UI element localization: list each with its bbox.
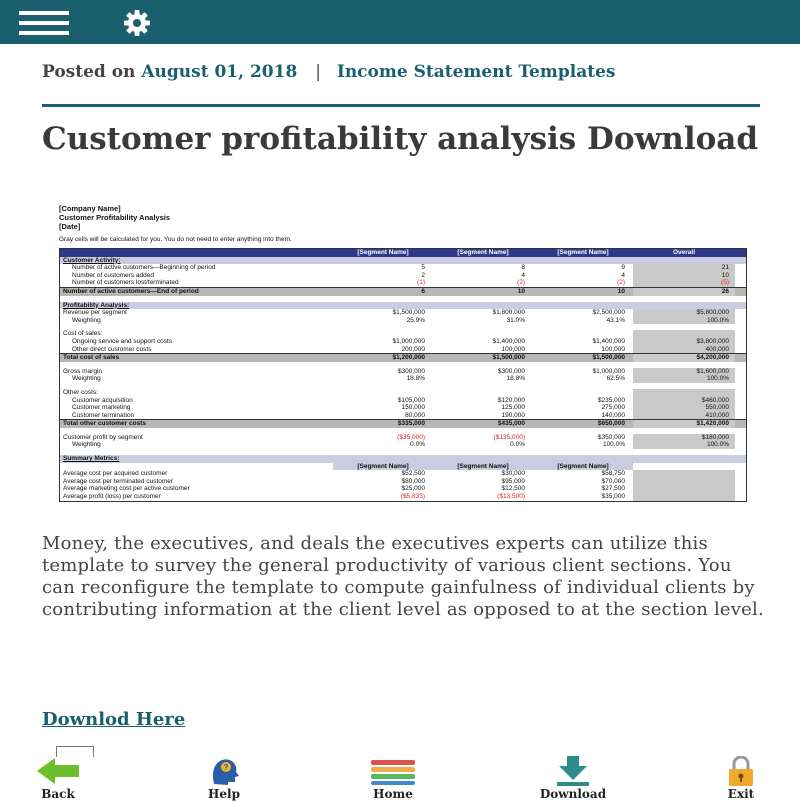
table-row	[60, 264, 746, 272]
table-cell	[333, 389, 433, 397]
table-cell	[433, 330, 533, 338]
table-cell	[333, 257, 433, 265]
table-row	[60, 397, 746, 405]
table-row	[60, 455, 746, 463]
table-cell: 6	[421, 287, 425, 295]
column-header: Overall	[633, 249, 735, 257]
table-cell	[333, 302, 433, 310]
table-cell	[533, 455, 633, 463]
table-row	[60, 493, 746, 501]
row-label: Weighting	[72, 375, 101, 383]
nav-help[interactable]	[179, 756, 269, 801]
row-label: Revenue per segment	[63, 309, 127, 317]
table-cell: 25.9%	[406, 316, 425, 324]
table-cell: $35,000	[601, 493, 625, 501]
table-cell: $1,000,000	[592, 367, 625, 375]
posted-on-label: Posted on	[42, 62, 136, 82]
row-label: Average marketing cost per active customer	[63, 485, 190, 493]
table-cell	[633, 485, 735, 493]
table-cell	[433, 302, 533, 310]
table-row	[60, 287, 746, 296]
table-cell: 80,000	[405, 411, 425, 419]
table-cell: $2,500,000	[592, 309, 625, 317]
table-cell: 5	[421, 264, 425, 272]
table-cell: $235,000	[597, 396, 625, 404]
row-label: Profitability Analysis:	[63, 301, 130, 309]
divider	[42, 104, 760, 107]
table-cell	[633, 470, 735, 478]
table-row	[60, 309, 746, 317]
table-cell: (2)	[517, 279, 525, 287]
table-row	[60, 419, 746, 428]
table-header-row	[60, 249, 746, 257]
table-cell: 200,000	[401, 345, 425, 353]
row-label: Other direct customer costs	[72, 345, 152, 353]
row-label: Cost of sales:	[63, 330, 103, 338]
row-label: Customer termination	[72, 411, 135, 419]
table-cell	[533, 330, 633, 338]
table-cell: 0.0%	[410, 441, 425, 449]
table-cell: $27,500	[601, 485, 625, 493]
table-cell: 550,000	[633, 404, 735, 412]
table-cell: 400,000	[633, 346, 735, 354]
table-row	[60, 353, 746, 362]
help-head-icon	[206, 756, 242, 786]
table-row	[60, 346, 746, 354]
row-label: Other costs:	[63, 388, 99, 396]
table-cell	[533, 302, 633, 310]
table-cell	[333, 455, 433, 463]
table-row	[60, 404, 746, 412]
download-arrow-icon	[553, 756, 593, 786]
gear-icon[interactable]	[122, 8, 152, 38]
table-cell: 9	[621, 264, 625, 272]
table-cell: $300,000	[497, 367, 525, 375]
table-cell: $460,000	[633, 397, 735, 405]
table-cell: 150,000	[401, 404, 425, 412]
table-row	[60, 463, 746, 471]
top-app-bar	[0, 0, 800, 44]
bottom-nav	[0, 756, 800, 800]
table-row	[60, 279, 746, 287]
column-header: [Segment Name]	[433, 249, 533, 257]
table-cell: (2)	[617, 279, 625, 287]
table-cell: 275,000	[601, 404, 625, 412]
table-cell: $1,600,000	[633, 368, 735, 376]
table-row	[60, 272, 746, 280]
sheet-company: [Company Name]	[59, 204, 121, 213]
nav-home[interactable]	[348, 756, 438, 801]
table-cell: 43.1%	[606, 316, 625, 324]
svg-text:?: ?	[223, 763, 229, 772]
table-cell: 10	[517, 287, 525, 295]
table-cell: 100.0%	[602, 441, 625, 449]
table-row	[60, 317, 746, 325]
table-cell: 100,000	[601, 345, 625, 353]
table-cell: $105,000	[397, 396, 425, 404]
row-label: Average cost per acquired customer	[63, 470, 168, 478]
table-cell: $1,400,000	[492, 337, 525, 345]
table-cell: $1,200,000	[392, 354, 425, 362]
nav-download-label: Download	[539, 787, 607, 801]
table-cell	[533, 257, 633, 265]
table-cell: $58,750	[601, 470, 625, 478]
table-row	[60, 257, 746, 265]
row-label: Average profit (loss) per customer	[63, 493, 161, 501]
table-cell: $435,000	[497, 420, 525, 428]
table-cell: 21	[633, 264, 735, 272]
table-cell: ($135,000)	[493, 433, 525, 441]
row-label: Customer acquisition	[72, 396, 133, 404]
table-row	[60, 302, 746, 310]
post-date-link[interactable]: August 01, 2018	[141, 62, 298, 82]
table-cell: 100.0%	[633, 317, 735, 325]
sheet-name: Customer Profitability Analysis	[59, 213, 170, 222]
table-cell: 4	[521, 271, 525, 279]
table-row	[60, 412, 746, 420]
table-row	[60, 389, 746, 397]
table-cell: 140,000	[601, 411, 625, 419]
table-row	[60, 375, 746, 383]
article-body: Money, the executives, and deals the executives experts can utilize this template to survey the general productivity of various client sections. You can reconfigure the template to compute gainfulness of individual clients by contributing information at the client level as opposed to at the section level.	[42, 533, 764, 620]
home-books-icon	[368, 756, 418, 786]
table-cell	[433, 455, 533, 463]
table-cell: 100,000	[501, 345, 525, 353]
table-cell	[633, 463, 735, 471]
table-cell: $4,200,000	[633, 354, 735, 362]
table-cell	[533, 389, 633, 397]
table-cell: $350,000	[597, 433, 625, 441]
row-label: Average cost per terminated customer	[63, 477, 174, 485]
table-cell	[633, 455, 735, 463]
table-cell	[633, 478, 735, 486]
table-cell: $650,000	[597, 420, 625, 428]
nav-help-label: Help	[208, 787, 240, 801]
meta-separator: |	[315, 62, 321, 82]
nav-home-label: Home	[373, 787, 413, 801]
table-row	[60, 368, 746, 376]
table-cell: 410,000	[633, 412, 735, 420]
table-cell: $1,500,000	[492, 354, 525, 362]
table-cell: [Segment Name]	[533, 463, 633, 471]
post-meta	[42, 62, 615, 82]
table-row	[60, 441, 746, 449]
row-label: Customer marketing	[72, 404, 131, 412]
sheet-note: Gray cells will be calculated for you. You do not need to enter anything into them.	[59, 236, 292, 243]
table-cell: 31.0%	[506, 316, 525, 324]
page-title: Customer profitability analysis Download	[42, 121, 759, 157]
row-label: Number of customers lost/terminated	[72, 279, 179, 287]
table-cell	[633, 330, 735, 338]
table-cell: [Segment Name]	[333, 463, 433, 471]
nav-download[interactable]	[528, 756, 618, 801]
spreadsheet-preview	[55, 198, 745, 501]
table-cell: $1,500,000	[592, 354, 625, 362]
table-cell: $80,000	[401, 477, 425, 485]
table-cell: 62.5%	[606, 375, 625, 383]
row-label: Number of active customers—End of period	[63, 287, 199, 295]
table-cell: [Segment Name]	[433, 463, 533, 471]
table-cell: ($35,000)	[397, 433, 425, 441]
table-cell: (5)	[633, 279, 735, 287]
table-cell: $30,000	[501, 470, 525, 478]
table-cell: $70,000	[601, 477, 625, 485]
table-cell: ($13,500)	[497, 493, 525, 501]
table-cell: $1,420,000	[633, 420, 735, 428]
table-cell: 190,000	[501, 411, 525, 419]
back-arrow-icon	[35, 756, 81, 786]
table-cell	[333, 330, 433, 338]
table-cell: $52,500	[401, 470, 425, 478]
header-blank	[60, 249, 333, 257]
row-label: Customer Activity:	[63, 256, 121, 264]
table-cell: 18.8%	[506, 375, 525, 383]
nav-exit[interactable]	[696, 756, 786, 801]
row-label: Total other customer costs	[63, 420, 146, 428]
row-label: Ongoing service and support costs	[72, 337, 173, 345]
sheet-table	[59, 248, 747, 502]
table-cell: $120,000	[497, 396, 525, 404]
table-row	[60, 338, 746, 346]
row-label: Customer profit by segment	[63, 433, 143, 441]
category-link[interactable]: Income Statement Templates	[336, 62, 616, 82]
table-cell: 8	[521, 264, 525, 272]
table-cell	[433, 257, 533, 265]
table-cell: $335,000	[397, 420, 425, 428]
table-cell: ($5,833)	[400, 493, 425, 501]
table-row	[60, 470, 746, 478]
table-cell: 100.0%	[633, 441, 735, 449]
table-cell: 0.0%	[510, 441, 525, 449]
sheet-date: [Date]	[59, 222, 81, 231]
table-row	[60, 478, 746, 486]
table-cell: $1,500,000	[392, 309, 425, 317]
row-label: Total cost of sales	[63, 354, 120, 362]
table-cell: 10	[617, 287, 625, 295]
lock-icon	[725, 756, 757, 786]
row-label: Weighting	[72, 316, 101, 324]
download-link[interactable]: Downlod Here	[42, 709, 186, 730]
table-cell: 100.0%	[633, 375, 735, 383]
table-cell: 2	[421, 271, 425, 279]
table-cell: 10	[633, 272, 735, 280]
hamburger-menu-icon[interactable]	[19, 11, 69, 35]
nav-exit-label: Exit	[727, 787, 755, 801]
table-cell	[433, 389, 533, 397]
table-cell: $95,000	[501, 477, 525, 485]
row-label: Weighting	[72, 441, 101, 449]
row-label: Gross margin	[63, 367, 103, 375]
table-cell: $180,000	[633, 434, 735, 442]
table-cell: 125,000	[501, 404, 525, 412]
table-cell: $5,800,000	[633, 309, 735, 317]
table-row	[60, 434, 746, 442]
row-label: Number of customers added	[72, 271, 155, 279]
table-cell	[633, 493, 735, 501]
table-cell	[633, 302, 735, 310]
table-cell: $1,800,000	[492, 309, 525, 317]
table-cell	[633, 389, 735, 397]
table-cell: 26	[633, 288, 735, 296]
table-cell: (1)	[417, 279, 425, 287]
nav-back[interactable]	[13, 756, 103, 801]
table-cell	[633, 257, 735, 265]
nav-back-label: Back	[41, 787, 75, 801]
table-cell: $1,400,000	[592, 337, 625, 345]
table-cell: $25,000	[401, 485, 425, 493]
table-cell: $1,000,000	[392, 337, 425, 345]
table-cell: $300,000	[397, 367, 425, 375]
table-cell: 18.8%	[406, 375, 425, 383]
row-label	[60, 463, 333, 471]
table-cell: $12,500	[501, 485, 525, 493]
table-row	[60, 330, 746, 338]
table-cell: $3,800,000	[633, 338, 735, 346]
table-cell: 4	[621, 271, 625, 279]
column-header: [Segment Name]	[533, 249, 633, 257]
row-label: Number of active customers—Beginning of period	[72, 264, 216, 272]
row-label: Summary Metrics:	[63, 455, 120, 463]
table-row	[60, 485, 746, 493]
column-header: [Segment Name]	[333, 249, 433, 257]
